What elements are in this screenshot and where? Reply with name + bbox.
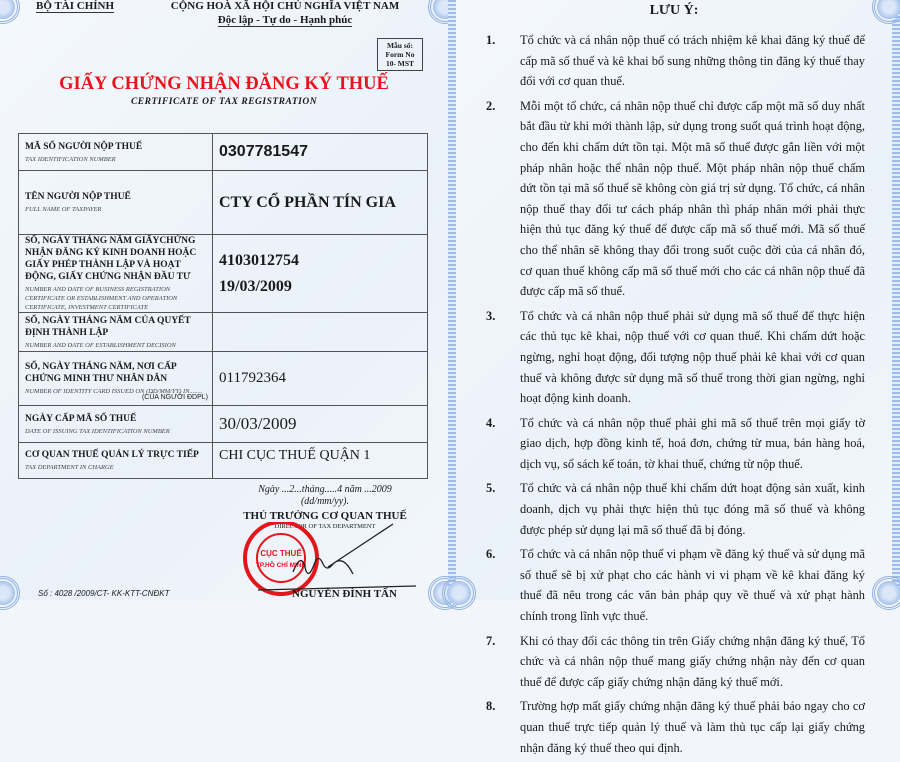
reference-number: Số : 4028 /2009/CT- KK-KTT-CNĐKT xyxy=(38,589,170,598)
page-border xyxy=(892,0,900,600)
table-row xyxy=(19,134,428,171)
table-row xyxy=(19,443,428,479)
table-row xyxy=(19,352,428,406)
note-number: 4. xyxy=(486,415,496,430)
republic: CỘNG HOÀ XÃ HỘI CHỦ NGHĨA VIỆT NAM xyxy=(170,0,400,12)
taxpayer-name-value: CTY CỔ PHẦN TÍN GIA xyxy=(213,171,428,235)
registration-date: 19/03/2009 xyxy=(219,277,292,295)
certificate-page xyxy=(0,0,448,600)
business-registration-value xyxy=(213,235,428,313)
table-row xyxy=(19,406,428,443)
tax-id-value: 0307781547 xyxy=(213,134,428,171)
note-text: Trường hợp mất giấy chứng nhận đăng ký thuế phải báo ngay cho cơ quan thuế trực tiếp quản lý thuế và làm thủ tục cấp lại giấy chứng nhận đăng ký thuế theo qui định. xyxy=(520,699,865,755)
legal-rep-note: (CỦA NGƯỜI ĐDPL) xyxy=(141,394,208,401)
ornament-icon xyxy=(442,576,476,610)
note-text: Tổ chức và cá nhân nộp thuế có trách nhiệm kê khai đăng ký thuế để cấp mã số thuế và kê khai bổ sung những thông tin đăng ký thuế thay đổi với cơ quan thuế. xyxy=(520,33,865,89)
decision-value xyxy=(213,313,428,352)
date-format: (dd/mm/yy). xyxy=(300,496,350,507)
page-border xyxy=(448,0,456,600)
note-item xyxy=(480,413,865,475)
stamp-text: TP.HỒ CHÍ MINH xyxy=(255,562,307,569)
note-text: Tổ chức và cá nhân nộp thuế phải ghi mã số thuế trên mọi giấy tờ giao dịch, hợp đồng kinh tế, hoá đơn, chứng từ mua, bán hàng hoá, dịch vụ, sổ sách kế toán, tờ khai thuế, chứng từ nộp thuế. xyxy=(520,415,865,471)
note-text: Tổ chức và cá nhân nộp thuế khi chấm dứt hoạt động sản xuất, kinh doanh, dịch vụ phải thực hiện thủ tục đóng mã số thuế và không được phép sử dụng lại mã số thuế đã bị đóng. xyxy=(520,481,865,537)
note-number: 6. xyxy=(486,547,496,562)
ornament-icon xyxy=(0,0,20,24)
note-item xyxy=(480,478,865,540)
note-number: 3. xyxy=(486,308,496,323)
motto-text: Độc lập - Tự do - Hạnh phúc xyxy=(217,14,353,26)
table-row xyxy=(19,171,428,235)
signer-role: THỦ TRƯỞNG CƠ QUAN THUẾ xyxy=(243,510,407,522)
ministry: BỘ TÀI CHÍNH xyxy=(36,0,115,12)
registration-number: 4103012754 xyxy=(219,251,299,269)
notes-list xyxy=(480,30,865,762)
note-number: 1. xyxy=(486,33,496,47)
table-row xyxy=(19,313,428,352)
form-number: 10- MST xyxy=(385,59,415,68)
official-stamp xyxy=(245,522,317,594)
ornament-icon xyxy=(872,576,900,610)
note-item xyxy=(480,696,865,758)
row-label: MÃ SỐ NGƯỜI NỘP THUẾ TAX IDENTIFICATION NUMBER xyxy=(19,134,213,171)
notes-title: LƯU Ý: xyxy=(649,3,699,18)
signer-name: NGUYỄN ĐÌNH TẤN xyxy=(292,588,397,600)
note-text: Mỗi một tổ chức, cá nhân nộp thuế chỉ được cấp một mã số duy nhất bắt đầu từ khi mới thành lập, sử dụng trong suốt quá trình hoạt động, cho đến khi chấm dứt tồn tại. Một mã số thuế được gắn liền với một pháp nhân hoặc thể nhân nộp thuế. Một pháp nhân nộp thuế chấm dứt tồn tại mã số thuế sẽ không còn giá trị sử dụng. Tổ chức, cá nhân nộp thuế thay đổi tư cách pháp nhân thì pháp nhân mới phải thực hiện thủ tục đăng ký thuế để được cấp mã số thuế mới. Mã số thuế cho thể nhân sẽ không thay đổi trong suốt cuộc đời của cá nhân đó, cơ quan thuế không cấp mã số thuế mới cho các cá nhân nộp thuế đã được cấp mã số thuế. xyxy=(520,98,865,299)
note-text: Tổ chức và cá nhân nộp thuế vi phạm về đăng ký thuế và sử dụng mã số thuế sẽ bị xử phạt cho các hành vi vi phạm về kê khai đăng ký thuế đã nêu trong các văn bản pháp quy về thuế và xử phạt hành chính trong lĩnh vực thuế. xyxy=(520,547,865,624)
form-label-en: Form No xyxy=(385,50,415,59)
ornament-icon xyxy=(0,576,20,610)
row-label: TÊN NGƯỜI NỘP THUẾ FULL NAME OF TAXPAYER xyxy=(19,171,213,235)
row-label: SỐ, NGÀY THÁNG NĂM GIẤYCHỨNG NHẬN ĐĂNG KÝ KINH DOANH HOẶC GIẤY PHÉP THÀNH LẬP VÀ HOẠT ĐỘNG, GIẤY CHỨNG NHẬN ĐẦU TƯ NUMBER AND DATE OF BUSINESS REGISTRATION CERTIFICATE OR ESTABLISHMENT AND OPERATION CERTIFICATE, INVESTMENT CERTIFICATE xyxy=(19,235,213,313)
issue-date-value: 30/03/2009 xyxy=(213,406,428,443)
registration-table xyxy=(18,133,428,479)
note-text: Khi có thay đổi các thông tin trên Giấy chứng nhận đăng ký thuế, Tổ chức và cá nhân nộp thuế mang giấy chứng nhận này đến cơ quan thuế để được cấp giấy chứng nhận đăng ký thuế mới. xyxy=(520,633,865,689)
table-row xyxy=(19,235,428,313)
note-item xyxy=(480,631,865,693)
motto xyxy=(150,14,420,26)
signer-role-en: DIRECTOR OF TAX DEPARTMENT xyxy=(274,523,376,530)
note-item xyxy=(480,30,865,92)
row-label: SỐ, NGÀY THÁNG NĂM CỦA QUYẾT ĐỊNH THÀNH LẬP NUMBER AND DATE OF ESTABLISHMENT DECISION xyxy=(19,313,213,352)
form-number-box xyxy=(377,38,423,71)
note-number: 7. xyxy=(486,633,496,648)
note-item xyxy=(480,306,865,409)
row-label: SỐ, NGÀY THÁNG NĂM, NƠI CẤP CHỨNG MINH THƯ NHÂN DÂN NUMBER OF IDENTITY CARD ISSUED ON (DD/MM/YY) IN........ (CỦA NGƯỜI ĐDPL) xyxy=(19,352,213,406)
row-label: NGÀY CẤP MÃ SỐ THUẾ DATE OF ISSUING TAX IDENTIFICATION NUMBER xyxy=(19,406,213,443)
stamp-text: CỤC THUẾ xyxy=(260,549,302,558)
note-number: 5. xyxy=(486,481,496,496)
note-text: Tổ chức và cá nhân nộp thuế phải sử dụng mã số thuế để thực hiện các thủ tục kê khai, nộp thuế với cơ quan thuế. Khi chấm dứt hoặc ngừng, nghỉ hoạt động, đối tượng nộp thuế phải kê khai với cơ quan thuế và không được sử dụng mã số thuế trong thời gian ngừng, nghỉ hoạt động kinh doanh. xyxy=(520,308,865,406)
note-number: 2. xyxy=(486,98,496,113)
id-card-value: 011792364 xyxy=(213,352,428,406)
form-label: Mẫu số: xyxy=(386,41,414,50)
note-item xyxy=(480,544,865,626)
signature-date: Ngày ...2...tháng.....4 năm ...2009 xyxy=(258,484,392,495)
note-number: 8. xyxy=(486,699,496,714)
note-item xyxy=(480,96,865,302)
certificate-title: GIẤY CHỨNG NHẬN ĐĂNG KÝ THUẾ xyxy=(59,74,389,94)
row-label: CƠ QUAN THUẾ QUẢN LÝ TRỰC TIẾP TAX DEPARTMENT IN CHARGE xyxy=(19,443,213,479)
tax-department-value: CHI CỤC THUẾ QUẬN 1 xyxy=(213,443,428,479)
certificate-subtitle: CERTIFICATE OF TAX REGISTRATION xyxy=(130,97,318,107)
